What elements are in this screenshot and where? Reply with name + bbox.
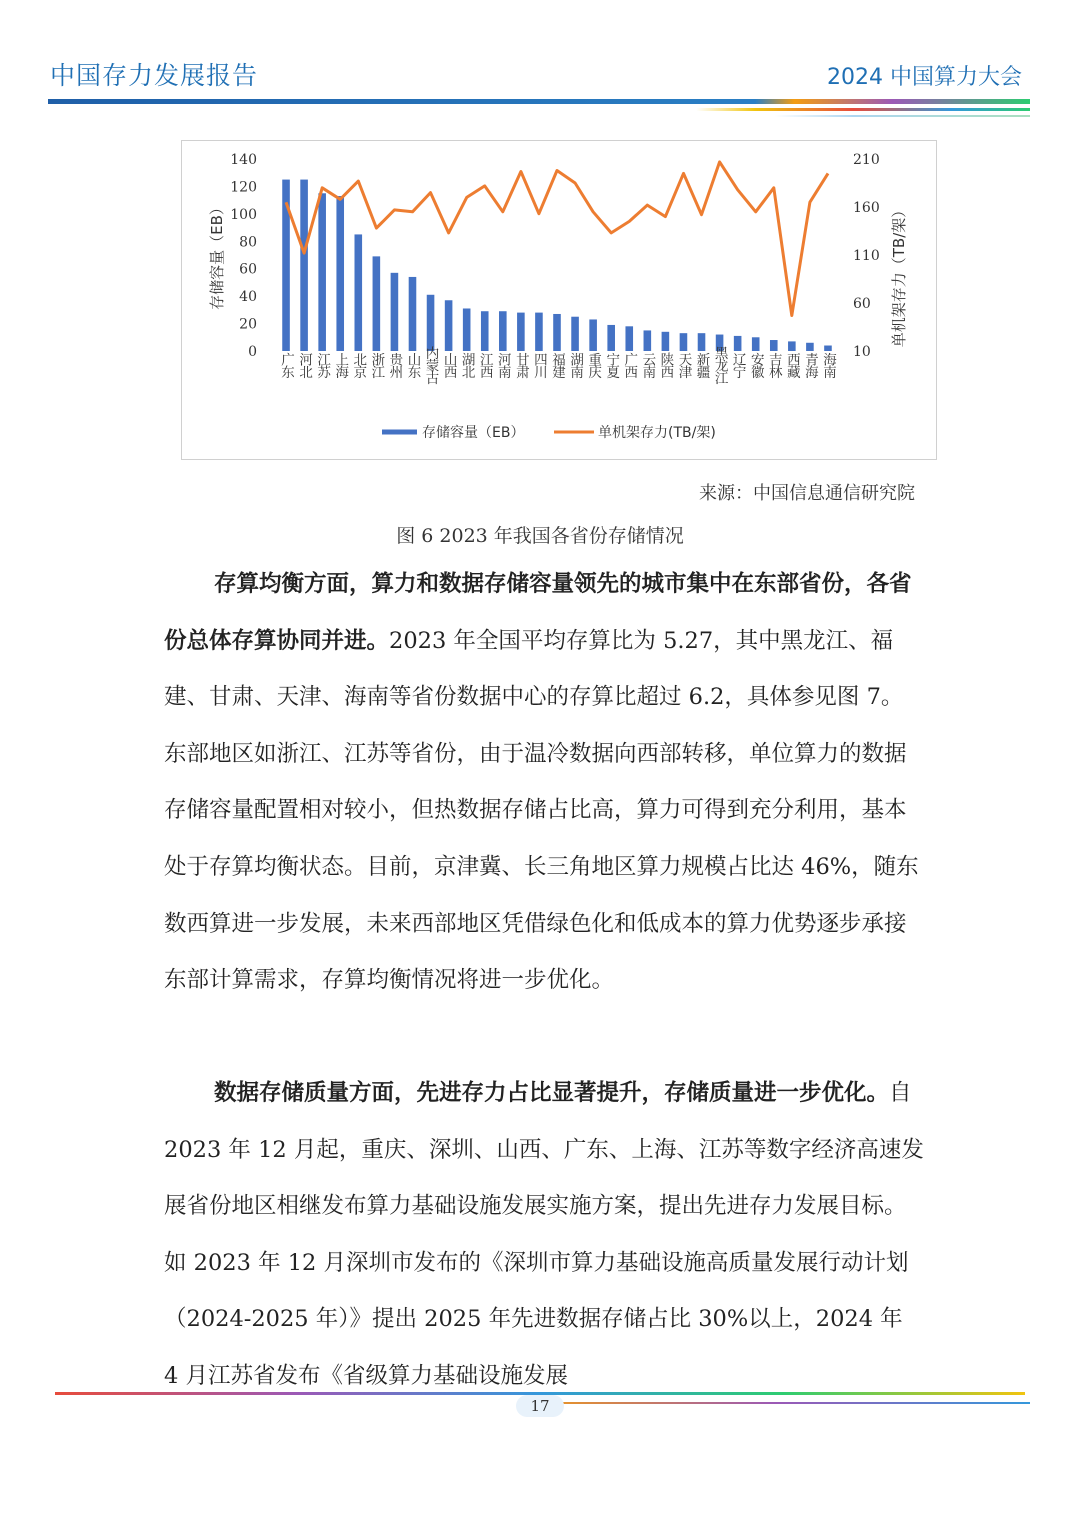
- y-right-tick-label: 110: [853, 248, 880, 264]
- bar: [535, 313, 543, 351]
- bar: [445, 300, 453, 351]
- bar: [499, 311, 507, 351]
- y-right-tick-label: 210: [853, 152, 880, 168]
- bar: [571, 317, 579, 351]
- x-tick-label: 福建: [549, 352, 565, 378]
- y-left-tick-label: 40: [239, 289, 257, 306]
- header-left-title: 中国存力发展报告: [50, 61, 259, 90]
- header-rule-light: [48, 115, 1030, 117]
- y-left-tick-label: 100: [230, 206, 257, 223]
- x-tick-label: 西藏: [783, 352, 800, 378]
- paragraph-lead: 存算均衡方面，算力和数据存储容量领先的城市集中在东部省份，各省份总体存算协同并进。: [164, 571, 912, 654]
- x-tick-label: 湖北: [458, 352, 475, 378]
- paragraph-body: 2023 年全国平均存算比为 5.27，其中黑龙江、福建、甘肃、天津、海南等省份数据中心的存算比超过 6.2，具体参见图 7。东部地区如浙江、江苏等省份，由于温冷数据向西部转移，单位算力的数据存储容量配置相对较小，但热数据存储占比高，算力可得到充分利用，基本处于存算均衡状态。目前，京津冀、长三角地区算力规模占比达 46%，随东数西算进一步发展，未来西部地区凭借绿色化和低成本的算力优势逐步承接东部计算需求，存算均衡情况将进一步优化。: [164, 627, 919, 994]
- x-tick-label: 上海: [332, 352, 349, 378]
- header-right-title: 2024 中国算力大会: [827, 65, 1022, 90]
- y-left-axis-label: 存储容量（EB）: [208, 200, 226, 310]
- chart-source: 来源：中国信息通信研究院: [699, 483, 915, 504]
- bar: [770, 340, 778, 351]
- page-number-label: 17: [516, 1395, 563, 1417]
- bar: [680, 333, 688, 351]
- bar: [625, 326, 633, 351]
- x-tick-label: 新疆: [693, 352, 710, 378]
- bar: [698, 333, 706, 351]
- header-rule: [48, 99, 1030, 104]
- figure-caption: 图 6 2023 年我国各省份存储情况: [396, 525, 684, 547]
- legend-label-line: 单机架存力(TB/架): [598, 425, 716, 441]
- storage-chart: [182, 141, 936, 459]
- legend-label-bar: 存储容量（EB）: [422, 425, 525, 441]
- x-tick-label: 江苏: [314, 352, 331, 378]
- x-tick-label: 黑龙江: [711, 346, 728, 384]
- paragraph-body: 自 2023 年 12 月起，重庆、深圳、山西、广东、上海、江苏等数字经济高速发展省份地区相继发布算力基础设施发展实施方案，提出先进存力发展目标。如 2023 年 12 月深圳市发布的《深圳市算力基础设施高质量发展行动计划（2024-2025 年）》提出 2025 年先进数据存储占比 30%以上，2024 年 4 月江苏省发布《省级算力基础设施发展: [164, 1080, 924, 1389]
- bar: [409, 277, 417, 351]
- bar: [752, 337, 760, 351]
- bar: [824, 346, 832, 351]
- paragraph-storage-quality: [164, 1065, 924, 1405]
- bar: [644, 330, 652, 351]
- bar: [463, 308, 471, 351]
- x-tick-label: 四川: [530, 352, 547, 378]
- x-tick-label: 天津: [675, 352, 692, 378]
- bar: [318, 193, 326, 351]
- bar: [607, 325, 615, 351]
- x-tick-label: 广东: [278, 352, 295, 378]
- paragraph-storage-balance: [164, 556, 924, 1009]
- x-tick-label: 江西: [476, 352, 493, 378]
- x-tick-label: 河南: [494, 352, 511, 378]
- y-left-tick-label: 80: [239, 234, 257, 251]
- x-tick-label: 辽宁: [729, 352, 746, 378]
- bar: [788, 341, 796, 351]
- bar: [373, 256, 381, 351]
- page-number: [0, 1395, 1080, 1417]
- x-tick-label: 贵州: [386, 352, 403, 378]
- bar: [391, 273, 399, 351]
- x-tick-label: 广西: [621, 352, 638, 378]
- y-right-tick-label: 60: [853, 296, 871, 312]
- y-right-tick-label: 160: [853, 200, 880, 216]
- paragraph-lead: 数据存储质量方面，先进存力占比显著提升，存储质量进一步优化。: [214, 1080, 890, 1106]
- bar: [481, 311, 489, 351]
- header-rule-accent: [48, 108, 1030, 111]
- bar: [336, 196, 344, 351]
- y-left-tick-label: 0: [248, 344, 257, 360]
- bar: [734, 336, 742, 351]
- bar: [427, 295, 435, 351]
- chart-container: [181, 140, 937, 460]
- x-tick-label: 云南: [639, 352, 656, 378]
- x-tick-label: 吉林: [765, 352, 782, 378]
- y-left-tick-label: 140: [230, 152, 257, 168]
- x-tick-label: 内蒙古: [422, 346, 439, 384]
- x-tick-label: 山西: [440, 352, 457, 378]
- y-left-tick-label: 20: [239, 316, 257, 333]
- x-tick-label: 宁夏: [603, 352, 620, 378]
- y-left-tick-label: 120: [230, 179, 257, 196]
- bar: [553, 314, 561, 351]
- bar: [589, 319, 597, 351]
- y-right-tick-label: 10: [853, 344, 871, 360]
- series-line: [286, 162, 828, 316]
- y-left-tick-label: 60: [239, 261, 257, 278]
- x-tick-label: 河北: [296, 352, 313, 378]
- x-tick-label: 海南: [819, 352, 836, 378]
- x-tick-label: 安徽: [747, 352, 764, 378]
- bar: [806, 343, 814, 351]
- x-tick-label: 浙江: [368, 352, 385, 378]
- x-tick-label: 北京: [350, 352, 367, 378]
- bar: [662, 332, 670, 351]
- bar: [300, 180, 308, 351]
- bar: [354, 234, 362, 351]
- x-tick-label: 青海: [801, 352, 818, 378]
- x-tick-label: 湖南: [567, 352, 584, 378]
- x-tick-label: 重庆: [585, 352, 602, 378]
- bar: [517, 313, 525, 351]
- x-tick-label: 甘肃: [512, 352, 529, 378]
- y-right-axis-label: 单机架存力（TB/架）: [890, 202, 908, 348]
- x-tick-label: 陕西: [657, 352, 674, 378]
- x-tick-label: 山东: [404, 352, 421, 378]
